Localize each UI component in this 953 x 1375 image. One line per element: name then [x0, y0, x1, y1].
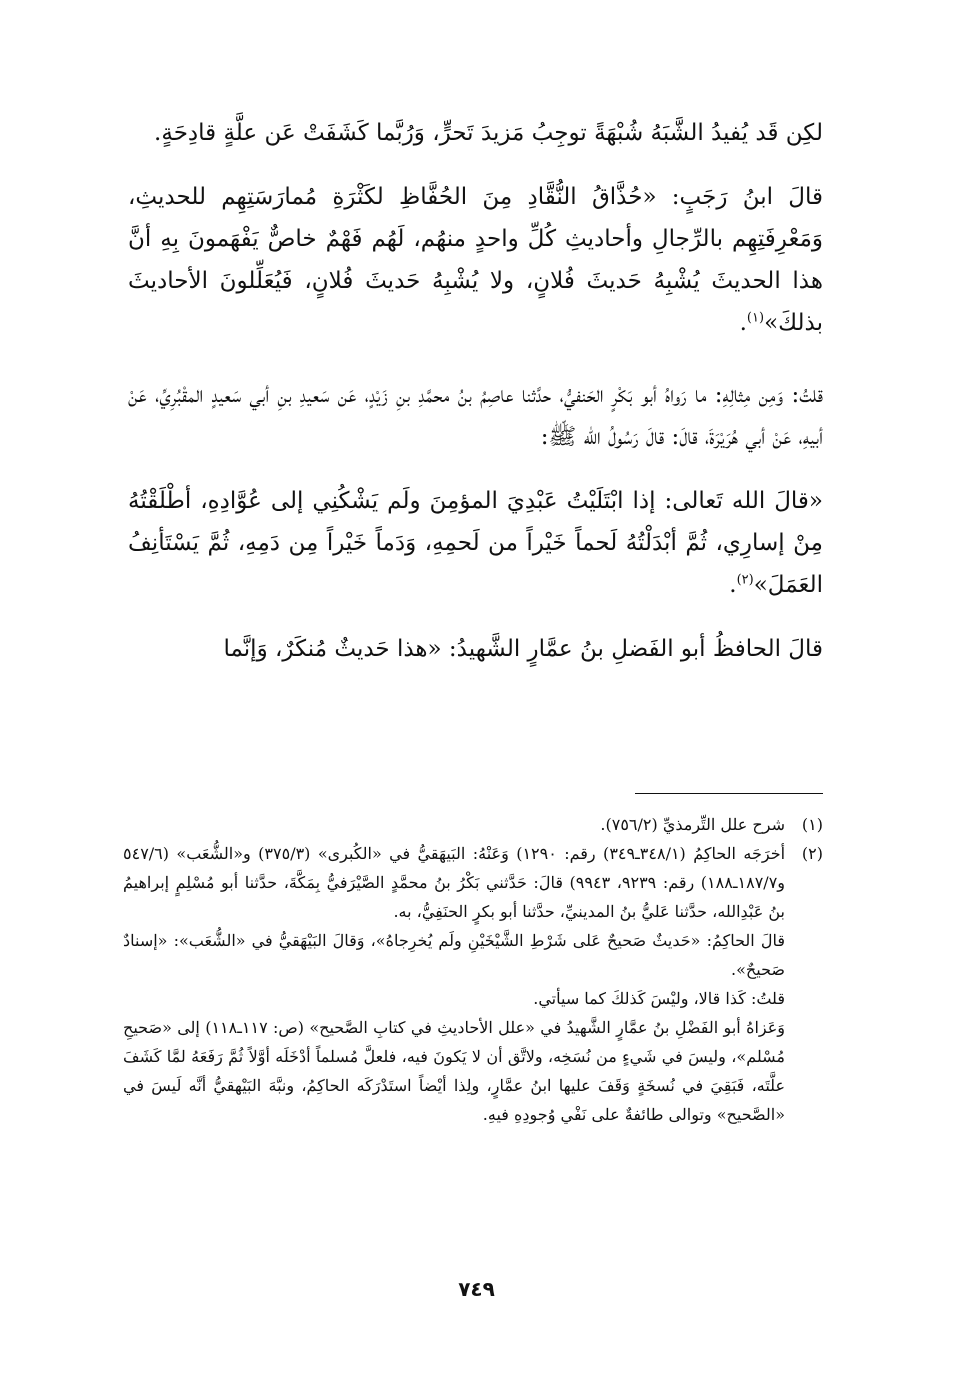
- footnote-2-number: (٢): [801, 844, 823, 863]
- footnote-2-hakim: قالَ الحاكِمُ: «حَديثٌ صَحيحٌ عَلى شَرْطِ الشَّيْخَيْنِ ولَم يُخرِجاهُ»، وَقالَ البَيْهَقيُّ في «الشُّعَب»: «إسنادٌ صَحيحٌ».: [123, 931, 785, 979]
- footnote-1: [123, 810, 823, 839]
- paragraph-2-end: .: [739, 310, 747, 336]
- paragraph-3: قلتُ: وَمِن مِثالِهِ: ما رَواهُ أبو بَكْرٍ الحَنفيُّ، حدَّثنا عاصِمُ بنُ محمَّدِ بنِ زَيْدٍ، عَن سَعيدِ بنِ أبي سَعيدٍ المقْبُرِيِّ، عَنْ أبيهِ، عَنْ أبي هُرَيْرَةَ، قالَ: قالَ رَسُولُ الله ﷺ:: [128, 382, 823, 450]
- page-number: ٧٤٩: [458, 1277, 495, 1301]
- paragraph-1: لكِن قَد يُفيدُ الشَّبَهُ شُبْهَةً توجِبُ مَزيدَ تَحرٍّ، وَرُبَّما كَشَفَتْ عَن علَّةٍ قادِحَةٍ.: [154, 120, 823, 146]
- footnotes: [123, 810, 823, 1129]
- paragraph-5: قالَ الحافظُ أبو الفَضلِ بنُ عمَّارٍ الشَّهيدُ: «هذا حَديثٌ مُنكَرٌ، وَإنَّما: [223, 636, 823, 662]
- hadith-text: «قالَ الله تَعالى: إذا ابْتَلَيْتُ عَبْدِيَ المؤمِنَ ولَم يَشْكُنِي إلى عُوَّادِهِ، أطْلَقْتُهُ مِنْ إسارِي، ثُمَّ أبْدَلْتُهُ لَحماً خَيْراً من لَحمِهِ، وَدَماً خَيْراً مِن دَمِهِ، ثُمَّ يَسْتَأنِفُ العَمَلَ»: [128, 488, 823, 598]
- footnote-1-number: (١): [801, 815, 823, 834]
- footnote-1-text: شرح علل التِّرمذيِّ (٧٥٦/٢).: [600, 815, 785, 834]
- footnote-2-attribution: وَعَزاهُ أبو الفَضْلِ بنُ عمَّارٍ الشَّهيدُ في «علل الأحاديثِ في كتابِ الصَّحيح» (ص: ١١٧ـ١١٨) إلى «صَحيحِ مُسْلم»، وليسَ في شَيءٍ من نُسَخِه، ولاتَّق أن لا يَكونَ فيه، فلعلَّ مُسلماً أدْخَلَه أوَّلاً ثُمَّ رَفَعَهُ لمَّا كَشَفَ علَّتَه، فَبَقِيَ في نُسخَةٍ وَقَفَ عليها ابنُ عمَّارٍ، ولِذا أيْضاً استَدْرَكَه الحاكِمُ، ونبَّهَ البَيْهقيُّ أنَّه لَيسَ في «الصَّحيح» وتوالى طائفةٌ على نَفْي وُجودِهِ فيهِ.: [123, 1018, 785, 1124]
- footnote-ref-1: (١): [746, 310, 765, 326]
- footnote-2: [123, 839, 823, 1129]
- paragraph-2: [128, 176, 823, 344]
- paragraph-4-end: .: [729, 572, 737, 598]
- footnote-2-source: أخرَجَه الحاكِمُ (٣٤٨/١ـ٣٤٩) رقم: ١٢٩٠) وَعَنْهُ: البَيهَقيُّ في «الكُبرى» (٣٧٥/٣) و«الشُّعَب» (٥٤٧/٦ و١٨٧/٧ـ١٨٨) رقم: ٩٢٣٩، ٩٩٤٣) قالَ: حَدَّثني بَكْرُ بنُ محمَّدٍ الصَّيْرَفيُّ بِمَكَّةَ، حدَّثنا أبو مُسْلِمٍ إبراهيمُ بنُ عَبْدِالله، حدَّثنا عَليُّ بنُ المدينيِّ، حدَّثنا أبو بكرٍ الحنَفِيُّ، به.: [123, 844, 786, 921]
- footnote-divider: [635, 793, 823, 794]
- paragraph-2-text: قالَ ابنُ رَجَبٍ: «حُذَّاقُ النُّقَّادِ مِنَ الحُفَّاظِ لكَثْرَةِ مُمارَسَتِهِم للحديثِ، وَمَعْرِفَتِهِم بالرِّجالِ وأحاديثِ كُلِّ واحدٍ منهُم، لَهُم فَهْمٌ خاصٌّ يَفْهَمونَ بِهِ أنَّ هذا الحديثَ يُشْبِهُ حَديثَ فُلانٍ، ولا يُشْبِهُ حَديثَ فُلانٍ، فَيُعَلِّلونَ الأحاديثَ بذلكَ»: [128, 184, 823, 336]
- footnote-2-comment: قلتُ: كَذا قالا، وليْسَ كَذلكَ كما سيأتي.: [533, 989, 785, 1008]
- main-text: [128, 112, 823, 700]
- paragraph-4: [128, 480, 823, 606]
- footnote-ref-2: (٢): [736, 572, 754, 588]
